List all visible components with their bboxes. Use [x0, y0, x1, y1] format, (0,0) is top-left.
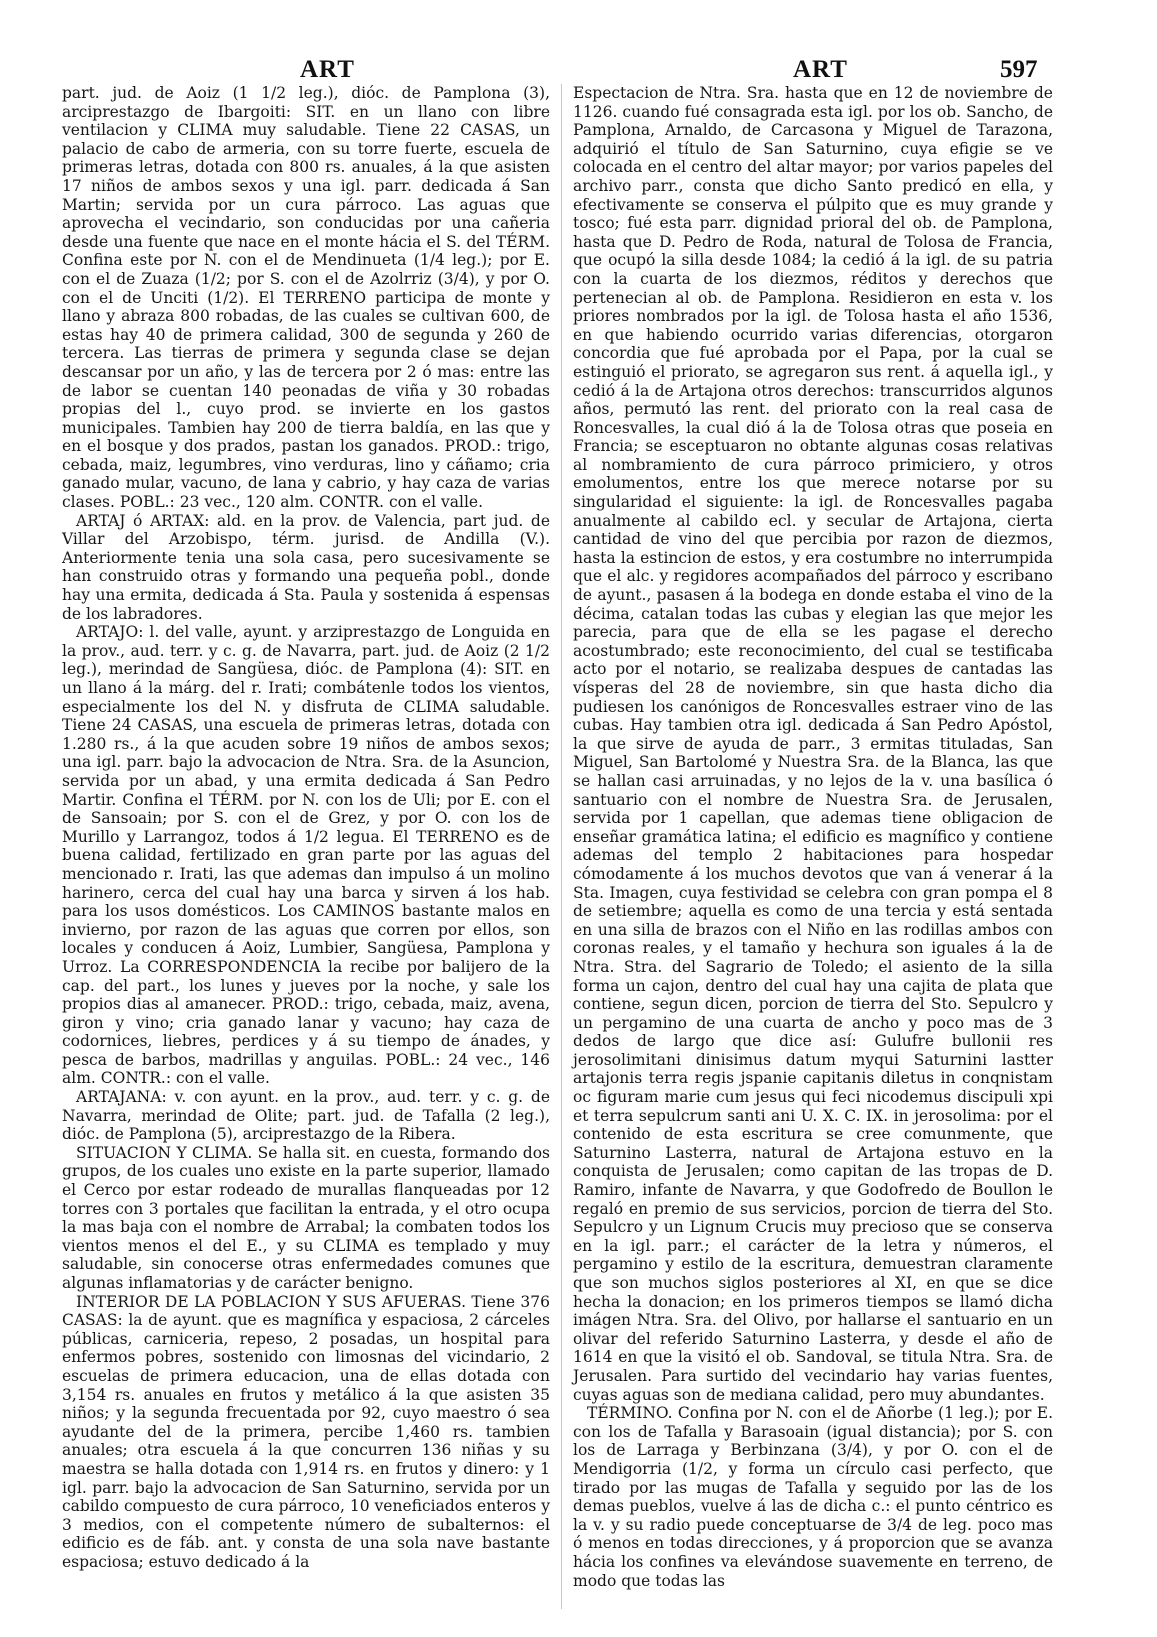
right-column [573, 84, 1053, 1590]
paragraph: INTERIOR DE LA POBLACION Y SUS AFUERAS. Tiene 376 CASAS: la de ayunt. que es magnífica y espaciosa, 2 cárceles públicas, carniceria, repeso, 2 posadas, un hospital para enfermos pobres, sostenido con limosnas del vicindario, 2 escuelas de primera educacion, una de ellas dotada con 3,154 rs. anuales en frutos y metálico á la que asisten 35 niños; y la segunda frecuentada por 92, cuyo maestro ó sea ayudante del de la primera, percibe 1,460 rs. tambien anuales; otra escuela á la que concurren 136 niñas y su maestra se halla dotada con 1,914 rs. en frutos y dinero: y 1 igl. parr. bajo la advocacion de San Saturnino, servida por un cabildo compuesto de cura párroco, 10 veneficiados enteros y 3 medios, con el competente número de subalternos: el edificio es de fáb. ant. y consta de una sola nave bastante espaciosa; estuvo dedicado á la [62, 1292, 550, 1571]
left-column [62, 84, 550, 1572]
paragraph: part. jud. de Aoiz (1 1/2 leg.), dióc. de Pamplona (3), arciprestazgo de Ibargoiti: SIT. en un llano con libre ventilacion y CLIMA muy saludable. Tiene 22 CASAS, un palacio de cabo de armeria, con su torre fuerte, escuela de primeras letras, dotada con 800 rs. anuales, á la que asisten 17 niños de ambos sexos y una igl. parr. dedicada á San Martin; servida por un cura párroco. Las aguas que aprovecha el vecindario, son conducidas por una cañeria desde una fuente que nace en el monte hácia el S. del TÉRM. Confina este por N. con el de Mendinueta (1/4 leg.); por E. con el de Zuaza (1/2; por S. con el de Azolrriz (3/4), y por O. con el de Unciti (1/2). El TERRENO participa de monte y llano y abraza 800 robadas, de las cuales se cultivan 600, de estas hay 40 de primera calidad, 300 de segunda y 260 de tercera. Las tierras de primera y segunda clase se dejan descansar por un año, y las de tercera por 2 ó mas: entre las de labor se cuentan 140 peonadas de viña y 30 robadas propias del l., cuyo prod. se invierte en los gastos municipales. Tambien hay 200 de tierra baldía, en las que y en el bosque y dos prados, pastan los ganados. PROD.: trigo, cebada, maiz, legumbres, vino verduras, lino y cáñamo; cria ganado mular, vacuno, de lana y cabrio, y hay caza de varias clases. POBL.: 23 vec., 120 alm. CONTR. con el valle. [62, 84, 550, 512]
left-running-head: ART [300, 56, 355, 83]
page-number: 597 [1000, 56, 1038, 83]
paragraph: Espectacion de Ntra. Sra. hasta que en 12 de noviembre de 1126. cuando fué consagrada esta igl. por los ob. Sancho, de Pamplona, Arnaldo, de Carcasona y Miguel de Tarazona, adquirió el título de San Saturnino, cuya efigie se ve colocada en el centro del altar mayor; por varios papeles del archivo parr., consta que dicho Santo predicó en ella, y efectivamente se conserva el púlpito que es muy grande y tosco; fué esta parr. dignidad prioral del ob. de Pamplona, hasta que D. Pedro de Roda, natural de Tolosa de Francia, que ocupó la silla desde 1084; la cedió á la igl. de su patria con la cuarta de los diezmos, réditos y derechos que pertenecian al ob. de Pamplona. Residieron en esta v. los priores nombrados por la igl. de Tolosa hasta el año 1536, en que habiendo ocurrido varias diferencias, otorgaron concordia que fué aprobada por el Papa, por la cual se estinguió el priorato, se agregaron sus rent. á aquella igl., y cedió á la de Artajona otros derechos: transcurridos algunos años, permutó las rent. del priorato con la real casa de Roncesvalles, la cual dió á la de Tolosa otras que poseia en Francia; se esceptuaron no obtante algunas cosas relativas al nombramiento de cura párroco primiciero, y otros emolumentos, entre los que merece notarse por su singularidad el siguiente: la igl. de Roncesvalles pagaba anualmente al cabildo ecl. y secular de Artajona, cierta cantidad de vino del que percibia por razon de diezmos, hasta la estincion de estos, y era costumbre no interrumpida que el alc. y regidores acompañados del párroco y escribano de ayunt., pasasen á la bodega en donde estaba el vino de la décima, catalan todas las cubas y elegian las que mejor les parecia, para que de ella se les pagase el derecho acostumbrado; este reconocimiento, del cual se testificaba acto por el notario, se realizaba despues de cantadas las vísperas del 28 de noviembre, sin que hasta dicho dia pudiesen los canónigos de Roncesvalles estraer vino de las cubas. Hay tambien otra igl. dedicada á San Pedro Apóstol, la que sirve de ayuda de parr., 3 ermitas tituladas, San Miguel, San Bartolomé y Nuestra Sra. de la Blanca, las que se hallan casi arruinadas, y no lejos de la v. una basílica ó santuario con el nombre de Nuestra Sra. de Jerusalen, servida por 1 capellan, que ademas tiene obligacion de enseñar gramática latina; el edificio es magnífico y contiene ademas del templo 2 habitaciones para hospedar cómodamente á los muchos devotos que van á venerar á la Sta. Imagen, cuya festividad se celebra con gran pompa el 8 de setiembre; aquella es como de una tercia y está sentada en una silla de brazos con el Niño en las rodillas ambos con coronas reales, y el tamaño y hechura son iguales á la de Ntra. Stra. del Sagrario de Toledo; el asiento de la silla forma un cajon, dentro del cual hay una cajita de plata que contiene, segun dicen, porcion de tierra del Sto. Sepulcro y un pergamino de una cuarta de ancho y poco mas de 3 dedos de largo que dice así: Gulufre bullonii res jerosolimitani dinisimus datum myqui Saturnini lastter artajonis terra regis jspanie capitanis diletus in conqnistam oc figuram marie cum jesus qui feci nicodemus discipuli xpi et terra sepulcrum santi ani U. X. C. IX. in jerosolima: por el contenido de esta escritura se cree comunmente, que Saturnino Lasterra, natural de Artajona estuvo en la conquista de Jerusalen; como capitan de las tropas de D. Ramiro, infante de Navarra, y que Godofredo de Boullon le regaló en premio de sus servicios, porcion de tierra del Sto. Sepulcro y un Lignum Crucis muy precioso que se conserva en la igl. parr.; el carácter de la letra y números, el pergamino y estilo de la escritura, demuestran claramente que son muchos siglos posteriores al XI, en que se dice hecha la donacion; en los primeros tiempos se llamó dicha imágen Ntra. Sra. del Olivo, por hallarse el santuario en un olivar del referido Saturnino Lasterra, y desde el año de 1614 en que la visitó el ob. Sandoval, se titula Ntra. Sra. de Jerusalen. Para surtido del vecindario hay varias fuentes, cuyas aguas son de mediana calidad, pero muy abundantes. [573, 84, 1053, 1404]
right-running-head: ART [793, 56, 848, 83]
paragraph: ARTAJ ó ARTAX: ald. en la prov. de Valencia, part jud. de Villar del Arzobispo, térm. jurisd. de Andilla (V.). Anteriormente tenia una sola casa, pero sucesivamente se han construido otras y formando una pequeña pobl., donde hay una ermita, dedicada á Sta. Paula y sostenida á espensas de los labradores. [62, 511, 550, 623]
paragraph: SITUACION Y CLIMA. Se halla sit. en cuesta, formando dos grupos, de los cuales uno existe en la parte superior, llamado el Cerco por estar rodeado de murallas flanqueadas por 12 torres con 3 portales que facilitan la entrada, y el otro ocupa la mas baja con el nombre de Arrabal; la combaten todos los vientos menos el del E., y su CLIMA es templado y muy saludable, sin conocerse otras enfermedades comunes que algunas inflamatorias y de carácter benigno. [62, 1143, 550, 1292]
paragraph: TÉRMINO. Confina por N. con el de Añorbe (1 leg.); por E. con los de Tafalla y Barasoain (igual distancia); por S. con los de Larraga y Berbinzana (3/4), y por O. con el de Mendigorria (1/2, y forma un círculo casi perfecto, que tirado por las mugas de Tafalla y seguido por las de los demas pueblos, vuelve á las de dicha c.: el punto céntrico es la v. y su radio puede conceptuarse de 3/4 de leg. poco mas ó menos en todas direcciones, y á proporcion que se avanza hácia los confines va elevándose suavemente en terreno, de modo que todas las [573, 1404, 1053, 1590]
paragraph: ARTAJO: l. del valle, ayunt. y arziprestazgo de Longuida en la prov., aud. terr. y c. g. de Navarra, part. jud. de Aoiz (2 1/2 leg.), merindad de Sangüesa, dióc. de Pamplona (4): SIT. en un llano á la márg. del r. Irati; combátenle todos los vientos, especialmente los del N. y disfruta de CLIMA saludable. Tiene 24 CASAS, una escuela de primeras letras, dotada con 1.280 rs., á la que acuden sobre 19 niños de ambos sexos; una igl. parr. bajo la advocacion de Ntra. Sra. de la Asuncion, servida por un abad, y una ermita dedicada á San Pedro Martir. Confina el TÉRM. por N. con los de Uli; por E. con el de Sansoain; por S. con el de Grez, y por O. con los de Murillo y Larrangoz, todos á 1/2 legua. El TERRENO es de buena calidad, fertilizado en gran parte por las aguas del mencionado r. Irati, las que ademas dan impulso á un molino harinero, cerca del cual hay una barca y sirven á los hab. para los usos domésticos. Los CAMINOS bastante malos en invierno, por razon de las aguas que corren por ellos, son locales y conducen á Aoiz, Lumbier, Sangüesa, Pamplona y Urroz. La CORRESPONDENCIA la recibe por balijero de la cap. del part., los lunes y jueves por la noche, y sale los propios dias al amanecer. PROD.: trigo, cebada, maiz, avena, giron y vino; cria ganado lanar y vacuno; hay caza de codornices, liebres, perdices y á su tiempo de ánades, y pesca de barbos, madrillas y anguilas. POBL.: 24 vec., 146 alm. CONTR.: con el valle. [62, 623, 550, 1088]
paragraph: ARTAJANA: v. con ayunt. en la prov., aud. terr. y c. g. de Navarra, merindad de Olite; part. jud. de Tafalla (2 leg.), dióc. de Pamplona (5), arciprestazgo de la Ribera. [62, 1088, 550, 1144]
column-divider [561, 84, 562, 1609]
